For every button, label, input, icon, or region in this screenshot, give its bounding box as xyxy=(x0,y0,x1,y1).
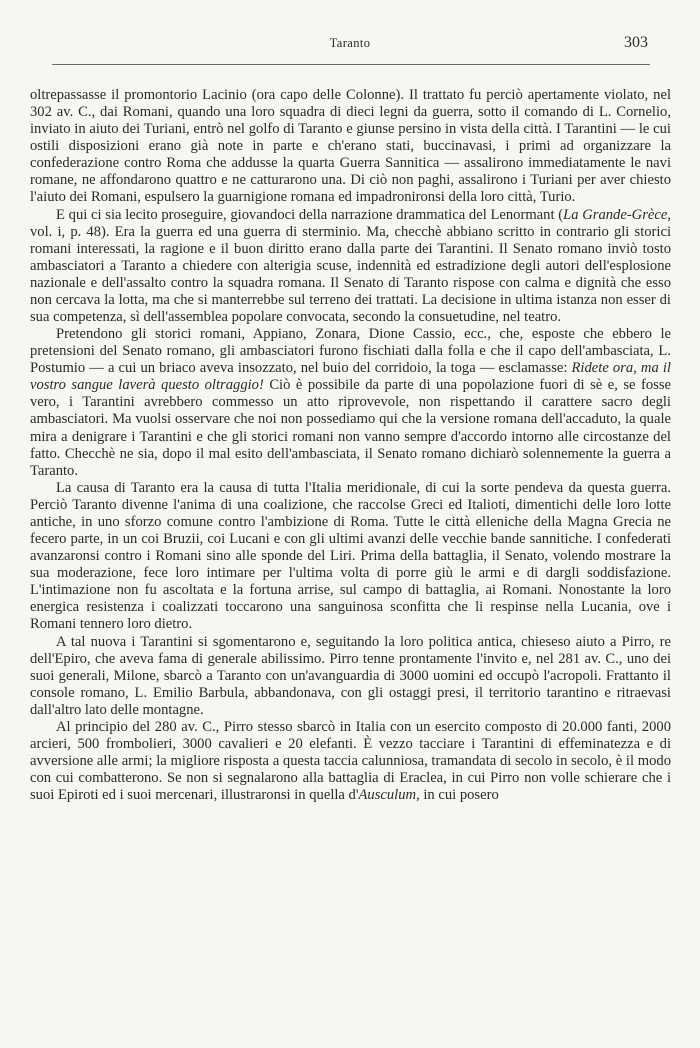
paragraph-1 xyxy=(30,87,671,207)
italic-text: Ausculum xyxy=(358,787,417,804)
header-rule xyxy=(52,64,650,65)
text-run: Al principio del 280 av. C., Pirro stesso sbarcò in Italia con un esercito composto di 20.000 fanti, 2000 arcieri, 500 frombolieri, 3000 cavalieri e 20 elefanti. È vezzo tacciare i Tarantini di effeminatezza e di avversione alle armi; la migliore risposta a questa taccia calunniosa, tramandata di secolo in secolo, è il modo con cui combatterono. Se non si segnalarono alla battaglia di Eraclea, in cui Pirro non volle schierare che i suoi Epiroti ed i suoi mercenari, illustraronsi in quella d' xyxy=(30,718,671,804)
text-run: Ciò è possibile da parte di una popolazione fuori di sè e, se fosse vero, i Tarantini avrebbero commesso un atto riprovevole, non rispettando il carattere sacro degli ambasciatori. Ma vuolsi osservare che noi non possediamo qui che la versione romana dell'accaduto, la quale mira a denigrare i Tarantini e che gli storici romani non vanno sempre d'accordo intorno alle circostanze del fatto. Checchè ne sia, dopo il mal esito dell'ambasciata, il Senato romano dichiarò solennemente la guerra a Taranto. xyxy=(30,377,671,479)
text-run: A tal nuova i Tarantini si sgomentarono e, seguitando la loro politica antica, chieseso aiuto a Pirro, re dell'Epiro, che aveva fama di generale abilissimo. Pirro tenne prontamente l'invito e, nel 281 av. C., uno dei suoi generali, Milone, sbarcò a Taranto con un'avanguardia di 3000 uomini ed occupò l'acropoli. Frattanto il console romano, L. Emilio Barbula, abbandonava, con gli ostaggi presi, il territorio tarantino e ritraevasi dall'altro lato delle montagne. xyxy=(30,633,671,718)
page-number: 303 xyxy=(624,34,648,51)
body-text xyxy=(30,87,671,804)
running-header xyxy=(52,34,648,56)
text-run: E qui ci sia lecito proseguire, giovandoci della narrazione drammatica del Lenormant ( xyxy=(56,206,564,223)
paragraph-5 xyxy=(30,634,671,719)
paragraph-3 xyxy=(30,326,671,480)
text-run: La causa di Taranto era la causa di tutta l'Italia meridionale, di cui la sorte pendeva da questa guerra. Perciò Taranto divenne l'anima di una coalizione, che raccolse Greci ed Italioti, dimentichi delle loro lotte antiche, in uno sforzo comune contro l'ambizione di Roma. Tutte le città elleniche della Magna Grecia ne fecero parte, in un coi Bruzii, coi Lucani e con gli ultimi avanzi delle vecchie bande sannitiche. I confederati avanzaronsi contro i Romani sino alle sponde del Liri. Prima della battaglia, il Senato, volendo mostrare la sua moderazione, fece loro intimare per l'ultima volta di porre giù le armi e di dargli soddisfazione. L'intimazione non fu ascoltata e la fortuna arrise, sul campo di battaglia, ai Romani. Nonostante la loro energica resistenza i coalizzati toccarono una sanguinosa sconfitta che li respinse nella Lucania, ove i Romani tennero loro dietro. xyxy=(30,479,671,633)
paragraph-2 xyxy=(30,207,671,327)
running-title: Taranto xyxy=(329,36,371,50)
italic-text: Ridete ora, ma il vostro sangue laverà questo oltraggio! xyxy=(30,360,671,394)
paragraph-6 xyxy=(30,719,671,804)
paragraph-4 xyxy=(30,480,671,634)
text-run: Pretendono gli storici romani, Appiano, Zonara, Dione Cassio, ecc., che, esposte che ebbero le pretensioni del Senato romano, gli ambasciatori furono fischiati dalla folla e che il capo dell'ambasciata, L. Postumio — a cui un briaco aveva insozzato, nel buio del corridoio, la toga — esclamasse: xyxy=(30,326,671,377)
italic-text: La Grande-Grèce xyxy=(563,206,668,223)
text-run: , in cui posero xyxy=(416,787,499,804)
text-run: , vol. i, p. 48). Era la guerra ed una guerra di sterminio. Ma, checchè abbiano scritto in contrario gli storici romani interessati, la ragione e il buon diritto erano dalla parte dei Tarantini. Il Senato romano inviò tosto ambasciatori a Taranto a chiedere con alterigia scuse, indennità ed estradizione degli autori dell'esplosione nazionale e dell'assalto contro la squadra romana. Il Senato di Taranto rispose con calma e dignità che esso non cercava la lotta, ma che si manterrebbe sul terreno dei trattati. La decisione in ultima istanza non esser di sua competenza, sì dell'assemblea popolare convocata, secondo la consuetudine, nel teatro. xyxy=(30,206,671,326)
text-run: oltrepassasse il promontorio Lacinio (ora capo delle Colonne). Il trattato fu perciò apertamente violato, nel 302 av. C., dai Romani, quando una loro squadra di dieci legni da guerra, sotto il comando di L. Cornelio, inviato in aiuto dei Turiani, entrò nel golfo di Taranto e giunse persino in vista della città. I Tarantini — le cui ostili disposizioni erano già note in parte e ch'erano stati, buccinavasi, i primi ad organizzare la confederazione contro Roma che addusse la quarta Guerra Sannitica — assalirono immediatamente le navi romane, ne affondarono quattro e ne catturarono una. Di ciò non paghi, assalirono i Turiani per aver chiesto l'aiuto dei Romani, espulsero la guarnigione romana ed impadronironsi della loro città, Turio. xyxy=(30,87,671,206)
